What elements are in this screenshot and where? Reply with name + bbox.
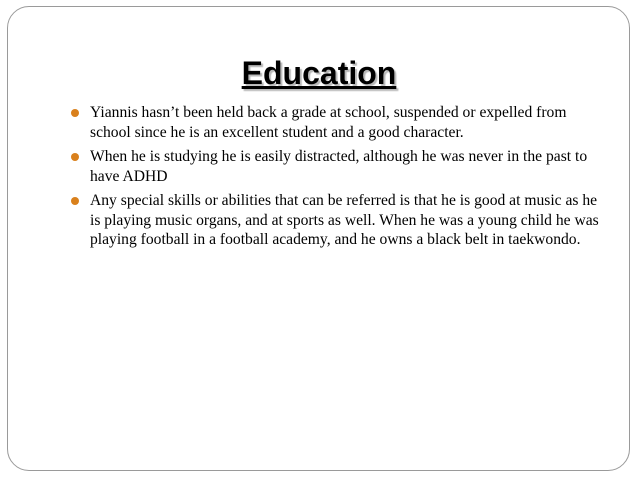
bullet-text: Yiannis hasn’t been held back a grade at school, suspended or expelled from school since he is an excellent student and a good character. [90,104,567,141]
bullet-list [71,103,611,255]
bullet-dot-icon [71,197,79,205]
bullet-item [71,147,611,186]
bullet-dot-icon [71,153,79,161]
bullet-dot-icon [71,109,79,117]
slide-title: Education [241,55,397,91]
bullet-text: When he is studying he is easily distracted, although he was never in the past to have ADHD [90,148,588,185]
bullet-item [71,103,611,142]
bullet-item [71,191,611,250]
bullet-text: Any special skills or abilities that can be referred is that he is good at music as he is playing music organs, and at sports as well. When he was a young child he was playing football in a football academy, and he owns a black belt in taekwondo. [90,192,599,248]
